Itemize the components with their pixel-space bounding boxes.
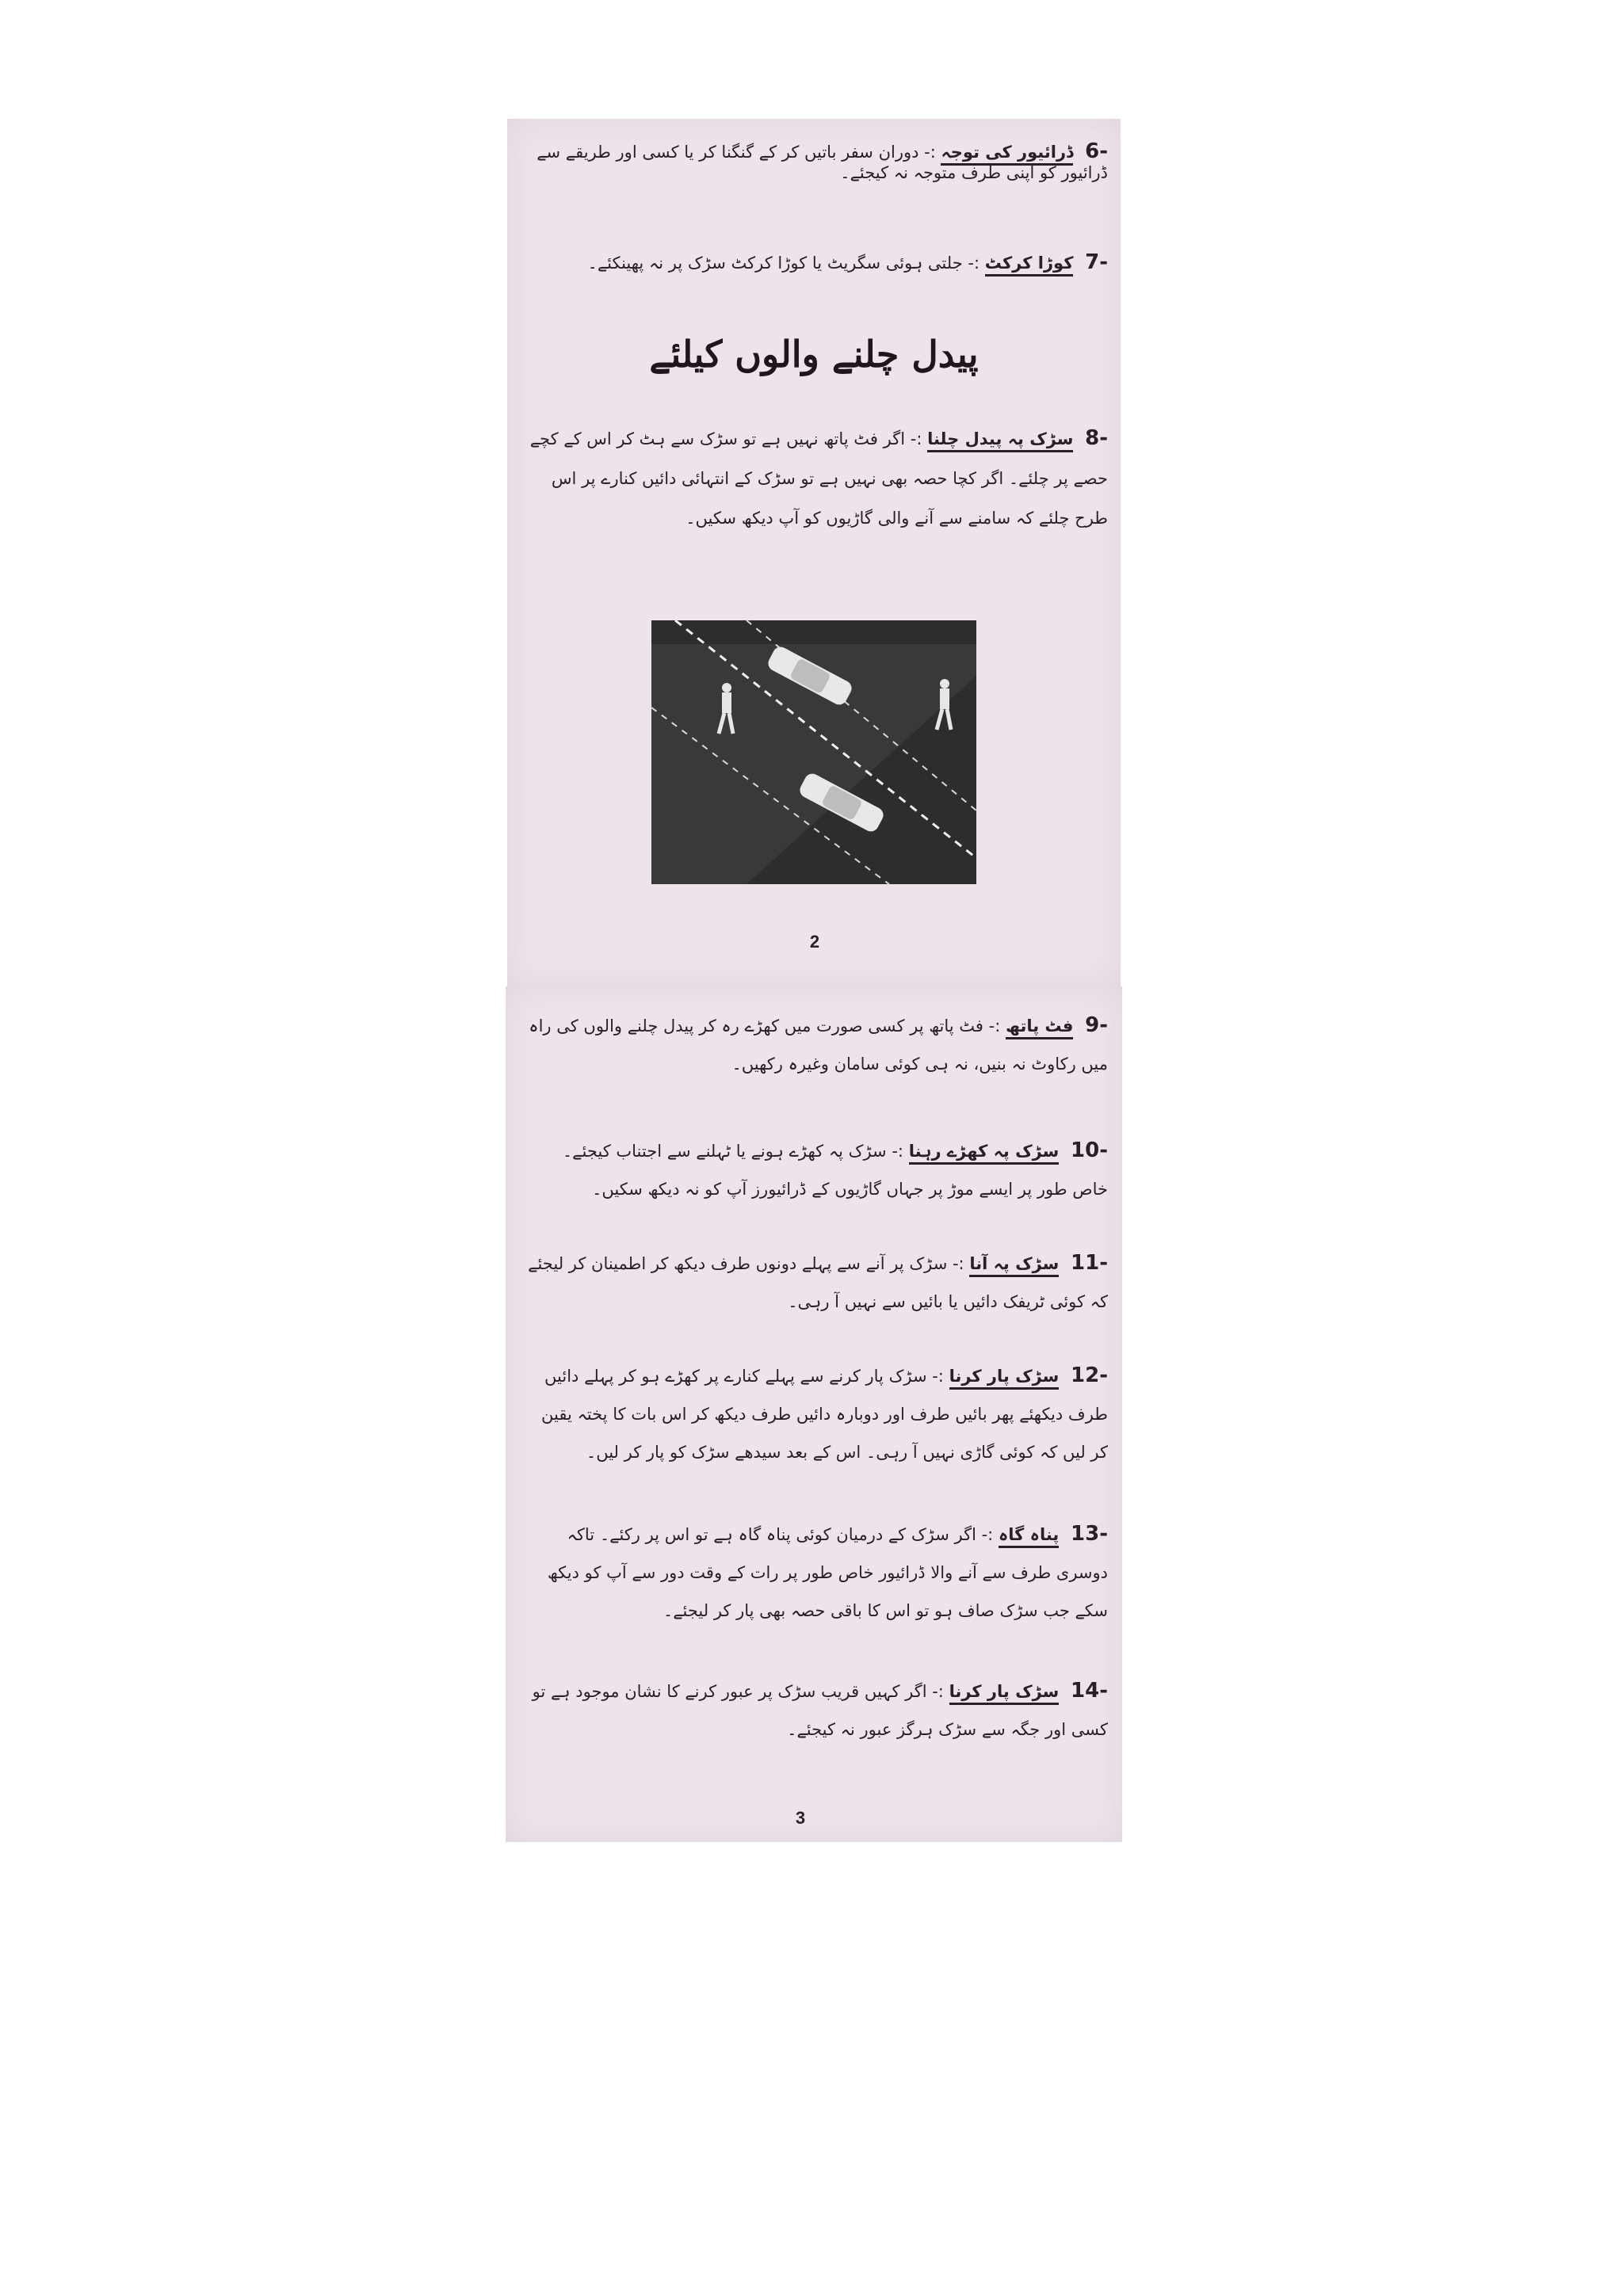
item-keyword: سڑک پار کرنا — [949, 1367, 1060, 1390]
item-number: -12 — [1071, 1363, 1108, 1387]
item-text: :- جلتی ہوئی سگریٹ یا کوڑا کرکٹ سڑک پر نہ پھینکئے۔ — [587, 254, 980, 273]
road-illustration-photo — [651, 620, 976, 884]
item-keyword: سڑک پہ کھڑے رہنا — [909, 1142, 1060, 1165]
item-keyword: سڑک پہ آنا — [969, 1254, 1059, 1277]
item-text: :- دوران سفر باتیں کر کے گنگنا کر یا کسی اور طریقے سے ڈرائیور کو اپنی طرف متوجہ نہ کیجئے۔ — [537, 143, 1108, 182]
item-number: -9 — [1085, 1013, 1108, 1037]
item-text: :- سڑک پار کرنے سے پہلے کنارے پر کھڑے ہو کر پہلے دائیں طرف دیکھئے پھر بائیں طرف اور دوبارہ دائیں طرف دیکھ کر اس بات کا پختہ یقین کر لیں کہ کوئی گاڑی نہیں آ رہی۔ اس کے بعد سیدھے سڑک کو پار کر لیں۔ — [541, 1367, 1108, 1462]
page-number-3: 3 — [795, 1808, 806, 1828]
item-10 — [523, 1131, 1108, 1208]
item-number: -8 — [1085, 426, 1108, 450]
road-scene-graphic — [651, 620, 976, 884]
item-11 — [523, 1244, 1108, 1321]
section-heading: پیدل چلنے والوں کیلئے — [649, 333, 979, 376]
item-number: -13 — [1071, 1522, 1108, 1546]
item-keyword: سڑک پار کرنا — [949, 1682, 1060, 1705]
item-8 — [523, 418, 1108, 538]
item-keyword: پناہ گاہ — [999, 1525, 1059, 1548]
item-number: -11 — [1071, 1251, 1108, 1275]
item-number: -14 — [1071, 1679, 1108, 1703]
item-text: :- فٹ پاتھ پر کسی صورت میں کھڑے رہ کر پیدل چلنے والوں کی راہ میں رکاوٹ نہ بنیں، نہ ہی کوئی سامان وغیرہ رکھیں۔ — [529, 1016, 1108, 1074]
item-text: :- اگر سڑک کے درمیان کوئی پناہ گاہ ہے تو اس پر رکئے۔ تاکہ دوسری طرف سے آنے والا ڈرائیور خاص طور پر رات کے وقت دور سے آپ کو دیکھ سکے جب سڑک صاف ہو تو اس کا باقی حصہ بھی پار کر لیجئے۔ — [547, 1525, 1108, 1620]
item-14 — [523, 1672, 1108, 1749]
item-keyword: فٹ پاتھ — [1006, 1016, 1073, 1039]
item-keyword: ڈرائیور کی توجہ — [941, 143, 1073, 166]
item-number: -7 — [1085, 250, 1108, 274]
item-12 — [523, 1356, 1108, 1471]
item-text: :- اگر فٹ پاتھ نہیں ہے تو سڑک سے ہٹ کر اس کے کچے حصے پر چلئے۔ اگر کچا حصہ بھی نہیں ہے تو سڑک کے انتہائی دائیں کنارے پر اس طرح چلئے کہ سامنے سے آنے والی گاڑیوں کو آپ دیکھ سکیں۔ — [529, 429, 1108, 528]
item-keyword: کوڑا کرکٹ — [985, 254, 1074, 277]
item-keyword: سڑک پہ پیدل چلنا — [927, 429, 1073, 452]
page-number-2: 2 — [809, 932, 820, 952]
item-13 — [523, 1515, 1108, 1630]
item-7 — [523, 252, 1108, 273]
item-text: :- سڑک پر آنے سے پہلے دونوں طرف دیکھ کر اطمینان کر لیجئے کہ کوئی ٹریفک دائیں یا بائیں سے نہیں آ رہی۔ — [528, 1254, 1108, 1311]
item-text: :- سڑک پہ کھڑے ہونے یا ٹہلنے سے اجتناب کیجئے۔ خاص طور پر ایسے موڑ پر جہاں گاڑیوں کے ڈرائیورز آپ کو نہ دیکھ سکیں۔ — [562, 1142, 1108, 1199]
item-text: :- اگر کہیں قریب سڑک پر عبور کرنے کا نشان موجود ہے تو کسی اور جگہ سے سڑک ہرگز عبور نہ کیجئے۔ — [532, 1682, 1108, 1739]
item-number: -10 — [1071, 1138, 1108, 1162]
item-number: -6 — [1085, 139, 1108, 163]
item-9 — [523, 1006, 1108, 1083]
item-6 — [523, 141, 1108, 183]
